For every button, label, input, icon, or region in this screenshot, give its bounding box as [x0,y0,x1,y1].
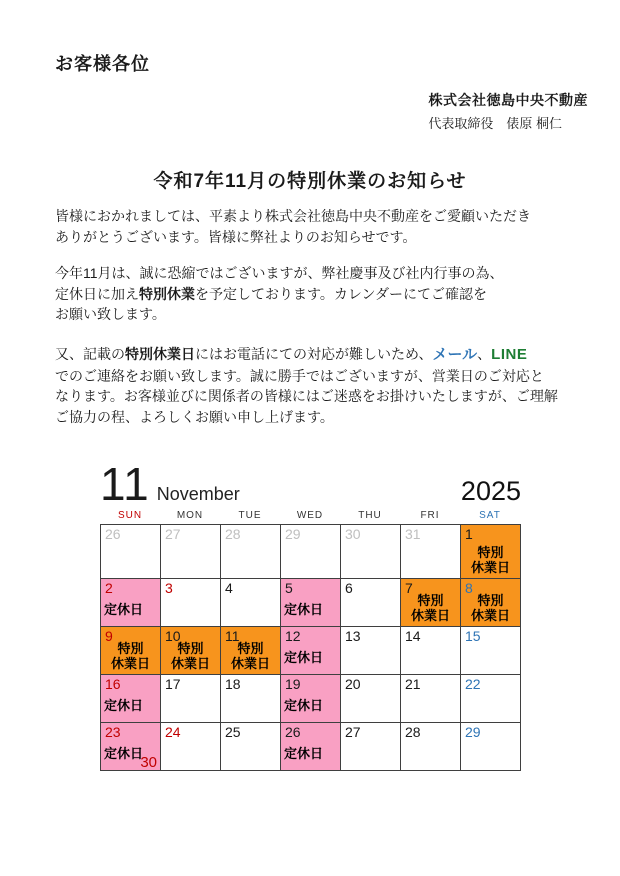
paragraph-line: お願い致します。 [55,306,166,322]
day-number: 3 [165,580,173,596]
calendar-cell [161,675,221,723]
day-status-line2: 休業日 [110,656,150,671]
calendar-cell [161,627,221,675]
calendar-cell [341,627,401,675]
calendar-cell [281,723,341,771]
day-status-line1: 定休日 [284,602,324,617]
day-number: 4 [225,580,233,596]
day-number: 16 [105,676,121,692]
day-number: 2 [105,580,113,596]
calendar-cell [281,627,341,675]
weekday-header: SAT [479,510,501,521]
calendar-cell [221,627,281,675]
calendar-cell [161,525,221,579]
day-number: 26 [105,526,121,542]
calendar-cell [281,675,341,723]
day-number: 22 [465,676,481,692]
day-number: 24 [165,724,181,740]
day-number: 19 [285,676,301,692]
paragraph-line: 又、記載の [55,346,125,362]
day-number: 27 [345,724,361,740]
calendar-header [100,458,521,510]
day-status-line2: 休業日 [410,608,450,623]
calendar-cell [461,627,521,675]
weekday-header: MON [176,510,204,521]
line-app-highlight: LINE [491,346,528,363]
day-number: 6 [345,580,353,596]
day-number: 28 [405,724,421,740]
weekday-row [100,507,521,524]
day-status-label [401,593,460,623]
day-number: 26 [285,724,301,740]
paragraph-line: ご協力の程、よろしくお願い申し上げます。 [55,408,334,425]
special-closure-day-emphasis: 特別休業日 [125,346,195,362]
calendar-cell [461,723,521,771]
day-status-line1: 特別 [117,641,144,656]
calendar-cell [461,579,521,627]
day-number: 14 [405,628,421,644]
calendar-cell [101,627,161,675]
paragraph-line: ありがとうございます。皆様に弊社よりのお知らせです。 [55,228,417,245]
paragraph-line: 定休日に加え [55,285,139,302]
weekday-header: SUN [117,510,143,521]
day-number: 11 [225,628,240,644]
day-number: 27 [165,526,181,542]
calendar-cell [341,579,401,627]
day-status-label [101,698,160,713]
calendar-cell [221,723,281,771]
calendar-cell [281,579,341,627]
day-status-line1: 特別 [477,545,504,560]
day-number: 8 [465,580,473,596]
day-number: 10 [165,628,181,644]
day-number: 17 [165,676,181,692]
day-number: 20 [345,676,361,692]
calendar-cell [401,675,461,723]
extra-day-number: 30 [140,754,157,771]
calendar-cell [221,579,281,627]
calendar-cell [221,675,281,723]
calendar-cell [341,723,401,771]
day-number: 5 [285,580,293,596]
day-status-line1: 定休日 [284,650,324,665]
weekday-header: FRI [420,510,440,521]
day-status-line2: 休業日 [170,656,210,671]
calendar-cell [341,675,401,723]
day-status-label [461,545,520,575]
paragraph-line: を予定しております。カレンダーにてご確認を [195,285,487,302]
weekday-header: TUE [238,510,262,521]
company-name: 株式会社徳島中央不動産 [428,92,588,108]
calendar-cell [221,525,281,579]
paragraph-announcement [55,263,584,325]
day-status-line1: 特別 [417,593,444,608]
day-number: 29 [465,724,481,740]
day-number: 7 [405,580,413,596]
day-status-label [281,650,340,665]
calendar-cell [101,723,161,771]
day-status-label [461,593,520,623]
recipient-line: お客様各位 [55,54,150,74]
calendar-cell [401,627,461,675]
day-status-line1: 特別 [237,641,264,656]
sender-block [428,90,588,132]
calendar-year: 2025 [460,476,521,506]
calendar-cell [101,525,161,579]
day-number: 30 [345,526,361,542]
notice-title: 令和7年11月の特別休業のお知らせ [153,171,467,192]
calendar-cell [161,579,221,627]
representative-name: 代表取締役 俵原 桐仁 [428,116,562,131]
day-status-label [281,602,340,617]
day-number: 1 [465,526,473,542]
day-status-line2: 休業日 [230,656,270,671]
mail-highlight: メール [432,346,478,363]
calendar-cell [161,723,221,771]
paragraph-line: でのご連絡をお願い致します。誠に勝手ではございますが、営業日のご対応と [55,367,544,384]
day-number: 13 [345,628,361,644]
calendar-cell [401,525,461,579]
day-number: 25 [225,724,241,740]
calendar-month-name: November [156,484,240,504]
day-status-label [221,641,280,671]
day-number: 29 [285,526,301,542]
calendar-cell [461,525,521,579]
day-status-label [281,698,340,713]
day-status-line1: 定休日 [284,698,324,713]
day-number: 31 [405,526,421,542]
day-status-line1: 特別 [177,641,204,656]
calendar-month-number: 11 [100,458,150,510]
paragraph-line: なります。お客様並びに関係者の皆様にはご迷惑をお掛けいたしますが、ご理解 [55,388,558,404]
day-status-line1: 特別 [477,593,504,608]
day-number: 21 [405,676,421,692]
paragraph-line: にはお電話にての対応が難しいため、 [195,346,433,362]
day-number: 28 [225,526,241,542]
day-status-line2: 休業日 [470,608,510,623]
paragraph-contact [55,344,584,427]
day-status-line2: 休業日 [470,560,510,575]
special-closure-emphasis: 特別休業 [139,285,195,302]
calendar-cell [401,723,461,771]
calendar-grid [100,524,521,771]
paragraph-line: 今年11月は、誠に恐縮ではございますが、弊社慶事及び社内行事の為、 [55,265,504,281]
comma: 、 [477,346,492,362]
paragraph-greeting [55,206,584,247]
day-status-label [281,746,340,761]
paragraph-line: 皆様におかれましては、平素より株式会社徳島中央不動産をご愛顧いただき [55,208,531,224]
day-status-line1: 定休日 [104,698,144,713]
calendar-cell [401,579,461,627]
day-number: 9 [105,628,113,644]
day-number: 23 [105,724,121,740]
day-status-label [101,641,160,671]
day-status-line1: 定休日 [284,746,324,761]
day-number: 12 [285,628,301,644]
day-status-label [101,602,160,617]
weekday-header: WED [296,510,324,521]
calendar-cell [101,675,161,723]
day-status-line1: 定休日 [104,602,144,617]
day-number: 15 [465,628,481,644]
calendar-cell [101,579,161,627]
calendar-cell [281,525,341,579]
weekday-header: THU [358,510,382,521]
calendar-cell [341,525,401,579]
day-status-line1: 定休日 [104,746,144,761]
day-status-label [161,641,220,671]
calendar-cell [461,675,521,723]
day-number: 18 [225,676,241,692]
november-calendar [100,458,521,771]
